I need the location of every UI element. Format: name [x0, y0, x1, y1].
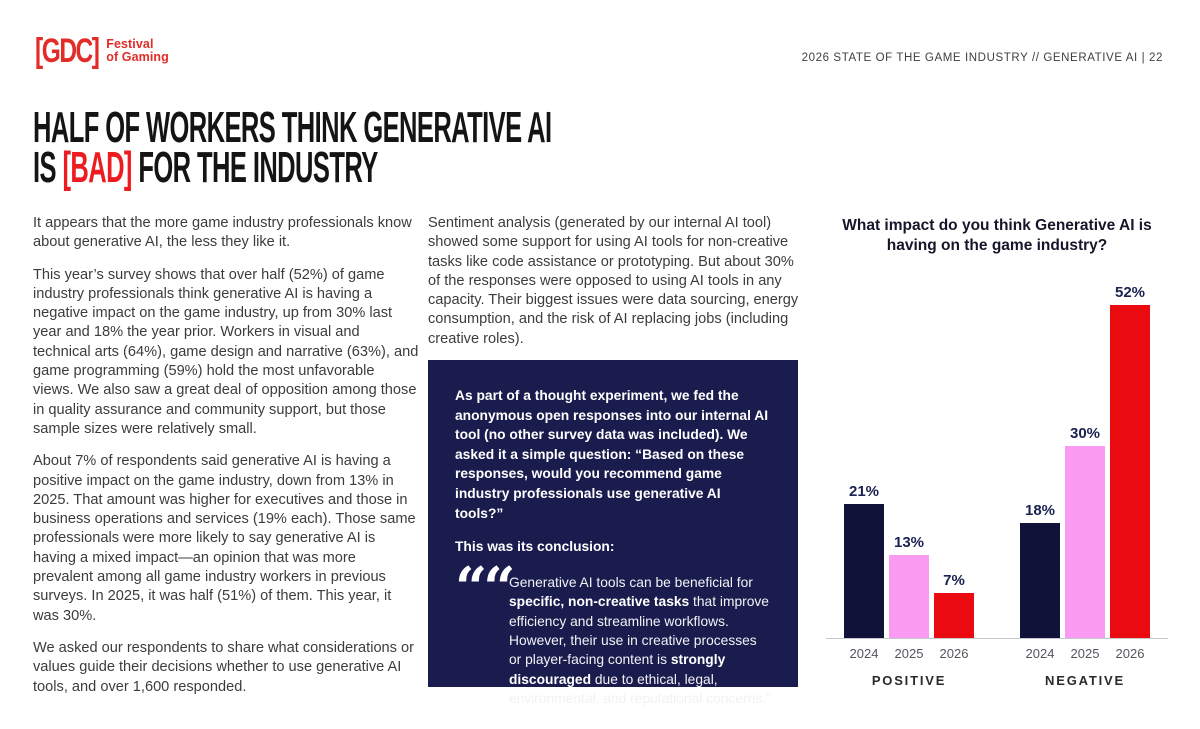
- year-label-group: [844, 646, 974, 661]
- paragraph: It appears that the more game industry professionals know about generative AI, the less they like it.: [33, 215, 412, 251]
- quote-bold-segment: strongly discouraged: [509, 652, 726, 687]
- chart-title: What impact do you think Generative AI is having on the game industry?: [842, 217, 1152, 254]
- group-label-negative: NEGATIVE: [1045, 673, 1125, 688]
- year-tick-label: 2024: [1025, 646, 1055, 661]
- headline-line1: HALF OF WORKERS THINK GENERATIVE AI: [33, 103, 552, 152]
- chart-plot-area: [826, 282, 1168, 639]
- bar-column: [1110, 284, 1150, 638]
- ai-quote-block: [455, 554, 772, 709]
- quote-bold-segment: specific, non-creative tasks: [509, 594, 690, 610]
- year-label-group: [1020, 646, 1150, 661]
- tagline-line1: Festival: [106, 37, 154, 51]
- body-column-1: [33, 214, 419, 710]
- bar-value-label: 18%: [1024, 502, 1056, 519]
- report-breadcrumb: 2026 STATE OF THE GAME INDUSTRY // GENERATIVE AI | 22: [801, 52, 1163, 64]
- bar-column: [1065, 425, 1105, 638]
- bar-column: [889, 534, 929, 638]
- bar-value-label: 52%: [1114, 284, 1146, 301]
- group-label-positive: POSITIVE: [871, 673, 947, 688]
- bar-negative-2026: [1110, 305, 1150, 638]
- bar-negative-2025: [1065, 446, 1105, 638]
- bar-value-label: 13%: [893, 534, 925, 551]
- year-tick-label: 2024: [849, 646, 879, 661]
- bar-column: [844, 483, 884, 638]
- body-column-2: [428, 214, 806, 362]
- quote-segment: Generative AI tools can be beneficial for: [509, 574, 753, 590]
- year-tick-label: 2026: [1115, 646, 1145, 661]
- year-tick-label: 2026: [939, 646, 969, 661]
- quote-mark-icon: ““: [455, 554, 512, 621]
- paragraph: We asked our respondents to share what considerations or values guide their decisions whether to use generative AI tools, and over 1,600 responded.: [33, 639, 415, 695]
- bar-negative-2024: [1020, 523, 1060, 638]
- gdc-logo-mark: [GDC]: [35, 32, 99, 70]
- quote-segment: that improve efficiency and streamline workflows. However, their use in creative processes or player-facing content is: [509, 594, 769, 668]
- bar-group-negative: [1020, 284, 1150, 638]
- headline-highlight-bad: [BAD]: [62, 143, 132, 192]
- year-tick-label: 2025: [894, 646, 924, 661]
- headline-line2-pre: IS: [33, 143, 63, 192]
- impact-bar-chart: [826, 216, 1168, 688]
- callout-conclusion-label: This was its conclusion:: [455, 539, 615, 555]
- bar-column: [1020, 502, 1060, 638]
- chart-group-labels: [826, 673, 1168, 688]
- page-title: [33, 103, 927, 192]
- gdc-logo: [35, 32, 169, 70]
- callout-intro: As part of a thought experiment, we fed the anonymous open responses into our internal AI tool (no other survey data was included). We asked it a simple question: “Based on these responses, would you recommend game industry professionals use generative AI tools?”: [455, 388, 769, 521]
- quote-segment: due to ethical, legal, environmental, and reputational concerns.”: [509, 671, 771, 707]
- bar-group-positive: [844, 483, 974, 638]
- ai-quote-text: [509, 573, 772, 709]
- gdc-logo-tagline: [106, 38, 169, 64]
- bar-column: [934, 572, 974, 638]
- bar-value-label: 30%: [1069, 425, 1101, 442]
- headline-line2-post: FOR THE INDUSTRY: [131, 143, 378, 192]
- bar-value-label: 7%: [943, 572, 965, 589]
- bar-value-label: 21%: [848, 483, 880, 500]
- headline-line2: [33, 143, 551, 192]
- chart-x-axis: [826, 646, 1168, 661]
- tagline-line2: of Gaming: [106, 50, 169, 64]
- bar-positive-2026: [934, 593, 974, 638]
- bar-positive-2024: [844, 504, 884, 638]
- year-tick-label: 2025: [1070, 646, 1100, 661]
- thought-experiment-callout: [428, 360, 798, 707]
- paragraph: Sentiment analysis (generated by our internal AI tool) showed some support for using AI tools for non-creative tasks like code assistance or prototyping. But about 30% of the responses were opposed to using AI tools in any capacity. Their biggest issues were data sourcing, energy consumption, and the risk of AI replacing jobs (including creative roles).: [428, 215, 799, 347]
- paragraph: This year’s survey shows that over half (52%) of game industry professionals think generative AI is having a negative impact on the game industry, up from 30% last year and 18% the year prior. Workers in visual and technical arts (64%), game design and narrative (63%), and game programming (59%) hold the most unfavorable views. We also saw a great deal of opposition among those in quality assurance and community support, but those sample sizes were relatively small.: [33, 266, 419, 437]
- paragraph: About 7% of respondents said generative AI is having a positive impact on the game industry, down from 13% in 2025. That amount was higher for executives and those in business operations and services (19% each). Those same professionals were more likely to say generative AI is having a mixed impact—an opinion that was more prevalent among all game industry workers in previous surveys. In 2025, it was half (51%) of them. This year, it was 30%.: [33, 453, 416, 624]
- bar-positive-2025: [889, 555, 929, 638]
